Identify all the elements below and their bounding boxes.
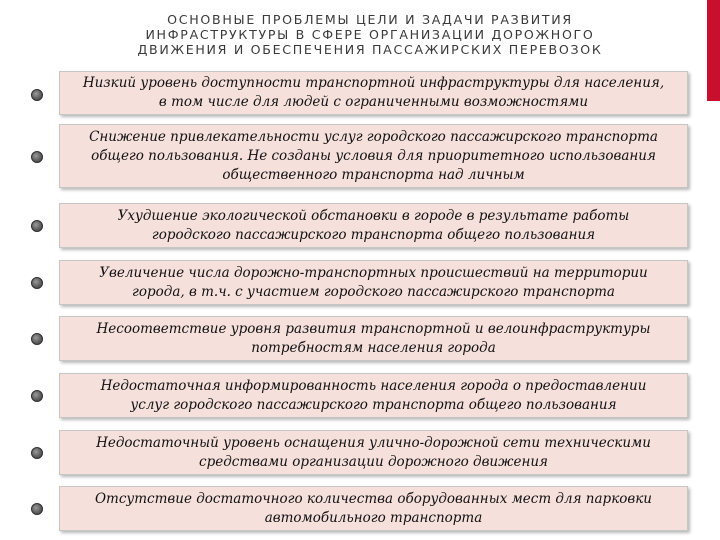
problem-text-line: потребностям населения города (251, 339, 496, 356)
problem-item-3 (59, 203, 688, 248)
problem-item-1 (59, 71, 688, 115)
problem-text-line: Низкий уровень доступности транспортной инфраструктуры для населения, (82, 75, 665, 91)
problem-text (60, 74, 687, 112)
problem-text-line: Недостаточный уровень оснащения улично-дорожной сети техническими (96, 434, 651, 451)
problem-text-line: Ухудшение экологической обстановки в городе в результате работы (117, 207, 630, 224)
problem-item-7 (59, 430, 688, 475)
problem-text-line: города, в т.ч. с участием городского пассажирского транспорта (132, 283, 615, 300)
problem-text-line: Недостаточная информированность населения города о предоставлении (100, 377, 647, 394)
problem-item-6 (59, 373, 688, 418)
problem-text-line: городского пассажирского транспорта общего пользования (151, 226, 596, 243)
problem-item-5 (59, 316, 688, 361)
problem-item-8 (59, 486, 688, 531)
circle-bullet-icon (31, 220, 43, 232)
circle-bullet-icon (31, 447, 43, 459)
problem-text (60, 377, 687, 415)
problem-text-line: Несоответствие уровня развития транспортной и велоинфраструктуры (96, 320, 651, 337)
circle-bullet-icon (31, 333, 43, 345)
problem-text-line: в том числе для людей с ограниченными возможностями (158, 94, 589, 110)
problem-item-2 (59, 124, 688, 188)
problem-text (60, 434, 687, 472)
problem-text-line: Отсутствие достаточного количества оборудованных мест для парковки (94, 490, 652, 507)
problem-text-line: автомобильного транспорта (264, 509, 483, 526)
accent-bar (707, 0, 720, 101)
problem-text-line: Снижение привлекательности услуг городского пассажирского транспорта (89, 128, 658, 145)
problem-text (60, 207, 687, 245)
circle-bullet-icon (31, 390, 43, 402)
problem-text (60, 128, 687, 185)
problem-text-line: средствами организации дорожного движения (199, 453, 548, 470)
title-line: ДВИЖЕНИЯ И ОБЕСПЕЧЕНИЯ ПАССАЖИРСКИХ ПЕРЕВОЗОК (137, 42, 603, 57)
title-line: ОСНОВНЫЕ ПРОБЛЕМЫ ЦЕЛИ И ЗАДАЧИ РАЗВИТИЯ (167, 12, 573, 27)
slide-title (60, 12, 680, 57)
circle-bullet-icon (31, 89, 43, 101)
circle-bullet-icon (31, 151, 43, 163)
circle-bullet-icon (31, 503, 43, 515)
problem-item-4 (59, 260, 688, 305)
title-line: ИНФРАСТРУКТУРЫ В СФЕРЕ ОРГАНИЗАЦИИ ДОРОЖНОГО (145, 27, 595, 42)
circle-bullet-icon (31, 277, 43, 289)
problem-text-line: общего пользования. Не созданы условия для приоритетного использования (91, 147, 656, 164)
problem-text (60, 320, 687, 358)
problem-text-line: услуг городского пассажирского транспорта общего пользования (130, 396, 617, 413)
problem-text-line: общественного транспорта над личным (222, 166, 525, 183)
problem-text (60, 264, 687, 302)
problem-text (60, 490, 687, 528)
problem-text-line: Увеличение числа дорожно-транспортных происшествий на территории (99, 264, 648, 281)
